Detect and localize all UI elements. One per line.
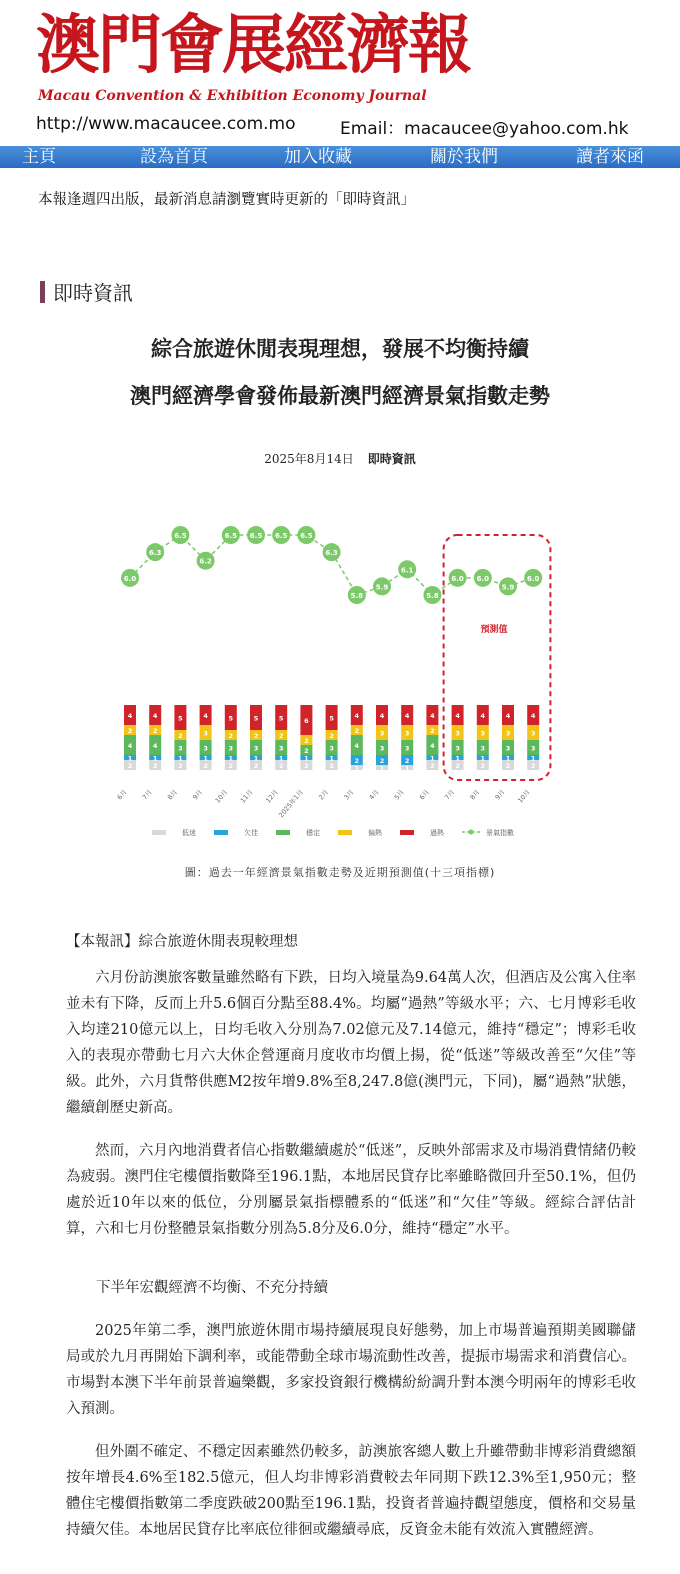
bar-segment-label: 3 xyxy=(455,744,460,753)
legend-swatch xyxy=(400,830,414,835)
bar-segment-label: 3 xyxy=(253,744,259,753)
index-point-label: 5.9 xyxy=(501,583,515,592)
x-tick-label: 5月 xyxy=(392,788,406,802)
nav-bar xyxy=(0,146,680,168)
index-point-label: 6.3 xyxy=(325,549,338,558)
bar-segment-label: 2 xyxy=(127,762,133,770)
nav-home[interactable]: 主頁 xyxy=(22,147,56,167)
index-point-label: 6.0 xyxy=(123,574,137,583)
bar-segment-label: 4 xyxy=(404,712,410,720)
site-url[interactable]: http://www.macaucee.com.mo xyxy=(36,114,296,134)
bar-segment-label: 3 xyxy=(379,729,385,738)
bar-segment-label: 1 xyxy=(178,754,183,763)
bar-segment-label: 5 xyxy=(278,714,284,723)
bar-segment-label: 3 xyxy=(228,744,234,753)
article-date: 2025年8月14日 xyxy=(264,452,354,466)
index-point-label: 6.0 xyxy=(451,574,464,583)
legend-label: 低迷 xyxy=(182,829,196,837)
article-body-2 xyxy=(66,1318,636,1543)
bar-segment-label: 2 xyxy=(178,762,183,770)
article-body-1 xyxy=(66,965,636,1242)
bar-segment-label: 2 xyxy=(480,762,486,770)
paragraph: 但外圍不確定、不穩定因素雖然仍較多，訪澳旅客總人數上升雖帶動非博彩消費總額按年增長4.6%至182.5億元，但人均非博彩消費較去年同期下跌12.3%至1,950元；整體住宅樓價指數第二季度跌破200點至196.1點，投資者普遍持觀望態度，價格和交易量持續欠佳。本地居民貸存比率底位徘徊或繼續尋底，反資金未能有效流入實體經濟。 xyxy=(66,1444,636,1538)
index-point-label: 6.0 xyxy=(526,574,540,583)
bar-segment-label: 2 xyxy=(505,762,511,770)
x-tick-label: 4月 xyxy=(367,788,381,802)
dateline xyxy=(0,450,680,467)
bar-segment-label: 5 xyxy=(228,714,234,723)
bar-segment-label: 3 xyxy=(404,744,410,753)
bar-segment-label: 1 xyxy=(354,764,360,773)
legend-label: 過熱 xyxy=(430,829,444,837)
bar-segment-label: 1 xyxy=(404,764,410,773)
legend-swatch xyxy=(152,830,166,835)
bar-segment-label: 2 xyxy=(354,727,360,735)
legend-label: 景氣指數 xyxy=(486,829,514,837)
article-lead: 【本報訊】綜合旅遊休閒表現較理想 xyxy=(66,934,298,950)
bar-segment-label: 2 xyxy=(304,737,309,745)
bar-segment-label: 2 xyxy=(430,727,435,735)
bar-segment-label: 5 xyxy=(178,714,183,723)
bar-segment-label: 4 xyxy=(127,742,133,750)
x-tick-label: 2025年1月 xyxy=(277,788,305,820)
x-tick-label: 9月 xyxy=(191,788,205,802)
article-source: 即時資訊 xyxy=(367,452,416,466)
bar-segment-label: 4 xyxy=(127,712,133,720)
x-tick-label: 12月 xyxy=(264,788,280,805)
article-title: 綜合旅遊休閒表現理想，發展不均衡持續 xyxy=(151,337,529,361)
bar-segment-label: 4 xyxy=(354,742,360,750)
x-tick-label: 6月 xyxy=(115,788,129,802)
x-tick-label: 10月 xyxy=(213,788,230,805)
legend-line-dot xyxy=(469,830,474,835)
bar-segment-label: 2 xyxy=(228,762,234,770)
bar-segment-label: 2 xyxy=(203,762,208,770)
x-tick-label: 8月 xyxy=(468,788,482,802)
paragraph: 然而，六月內地消費者信心指數繼續處於“低迷”，反映外部需求及市場消費情緒仍較為疲弱。澳門住宅樓價指數降至196.1點，本地居民貸存比率雖略微回升至50.1%，但仍處於近10年以來的低位，分別屬景氣指標體系的“低迷”和“欠佳”等級。經綜合評估計算，六和七月份整體景氣指數分別為5.8分及6.0分，維持“穩定”水平。 xyxy=(66,1143,636,1237)
bar-segment-label: 1 xyxy=(480,754,486,763)
legend-swatch xyxy=(276,830,290,835)
index-point-label: 5.8 xyxy=(426,592,439,600)
index-point-label: 6.5 xyxy=(174,532,187,540)
bar-segment-label: 3 xyxy=(480,729,486,738)
bar-segment-label: 4 xyxy=(455,712,460,720)
index-point-label: 6.5 xyxy=(300,532,313,540)
nav-add-favorite[interactable]: 加入收藏 xyxy=(284,147,352,167)
bar-segment-label: 2 xyxy=(329,732,334,740)
bar-segment-label: 2 xyxy=(354,757,360,765)
index-point-label: 6.0 xyxy=(476,574,490,583)
bar-segment-label: 3 xyxy=(278,744,284,753)
nav-set-homepage[interactable]: 設為首頁 xyxy=(140,147,208,167)
chart-caption: 圖：過去一年經濟景氣指數走勢及近期預測值(十三項指標) xyxy=(184,866,496,879)
x-tick-label: 10月 xyxy=(516,788,532,805)
bar-segment-label: 4 xyxy=(152,712,158,720)
index-point-label: 5.9 xyxy=(375,583,389,592)
x-tick-label: 3月 xyxy=(342,788,356,802)
bar-segment-label: 2 xyxy=(152,727,158,735)
bar-segment-label: 2 xyxy=(178,732,183,740)
bar-segment-label: 3 xyxy=(530,744,536,753)
index-point-label: 6.2 xyxy=(199,557,212,566)
index-point-label: 6.5 xyxy=(224,532,238,540)
bar-segment-label: 1 xyxy=(278,754,284,763)
bar-segment-label: 2 xyxy=(278,762,284,770)
bar-segment-label: 2 xyxy=(278,732,284,740)
x-tick-label: 7月 xyxy=(443,788,457,802)
contact-email[interactable]: Email：macaucee@yahoo.com.hk xyxy=(340,119,629,139)
bar-segment-label: 2 xyxy=(329,762,334,770)
bar-segment-label: 4 xyxy=(354,712,360,720)
bar-segment-label: 3 xyxy=(379,744,385,753)
logo-reflection xyxy=(40,72,420,84)
masthead xyxy=(0,0,680,150)
legend-swatch xyxy=(214,830,228,835)
bar-segment-label: 5 xyxy=(253,714,259,723)
bar-segment-label: 2 xyxy=(430,762,435,770)
bar-segment-label: 3 xyxy=(404,729,410,738)
bar-segment-label: 4 xyxy=(379,712,385,720)
bar-segment-label: 4 xyxy=(530,712,536,720)
x-tick-label: 2月 xyxy=(317,788,331,802)
bar-segment-label: 1 xyxy=(430,754,435,763)
bar-segment-label: 4 xyxy=(152,742,158,750)
bar-segment-label: 3 xyxy=(530,729,536,738)
index-point-label: 6.5 xyxy=(249,532,263,540)
bar-segment-label: 3 xyxy=(203,729,208,738)
section-title: 即時資訊 xyxy=(53,281,133,305)
section-marker xyxy=(40,281,45,303)
bar-segment-label: 1 xyxy=(329,754,334,763)
bar-segment-label: 3 xyxy=(455,729,460,738)
bar-segment-label: 1 xyxy=(304,754,309,763)
bar-segment-label: 3 xyxy=(505,744,511,753)
paragraph: 六月份訪澳旅客數量雖然略有下跌，日均入境量為9.64萬人次，但酒店及公寓入住率並未有下降，反而上升5.6個百分點至88.4%。均屬“過熱”等級水平；六、七月博彩毛收入均達210億元以上，日均毛收入分別為7.02億元及7.14億元，維持“穩定”；博彩毛收入的表現亦帶動七月六大休企營運商月度收市均價上揚，從“低迷”等級改善至“欠佳”等級。此外，六月貨幣供應M2按年增9.8%至8,247.8億(澳門元，下同)，屬“過熱”狀態，繼續創歷史新高。 xyxy=(66,970,636,1116)
bar-segment-label: 6 xyxy=(304,717,309,725)
bar-segment-label: 4 xyxy=(480,712,486,720)
article-subhead: 下半年宏觀經濟不均衡、不充分持續 xyxy=(96,1280,328,1296)
logo-subtitle: Macau Convention & Exhibition Economy Journal xyxy=(38,88,427,104)
x-tick-label: 7月 xyxy=(140,788,154,802)
nav-reader-letters[interactable]: 讀者來函 xyxy=(576,147,644,167)
bar-segment-label: 1 xyxy=(228,754,234,763)
nav-about-us[interactable]: 關於我們 xyxy=(430,147,498,167)
bar-segment-label: 1 xyxy=(530,754,536,763)
x-tick-label: 6月 xyxy=(417,788,431,802)
bar-segment-label: 2 xyxy=(253,732,259,740)
bar-segment-label: 3 xyxy=(203,744,208,753)
bar-segment-label: 1 xyxy=(152,754,158,763)
index-point-label: 6.3 xyxy=(148,549,162,558)
bar-segment-label: 5 xyxy=(329,714,334,723)
bar-segment-label: 2 xyxy=(455,762,460,770)
x-tick-label: 9月 xyxy=(493,788,507,802)
article-subtitle: 澳門經濟學會發佈最新澳門經濟景氣指數走勢 xyxy=(130,384,550,408)
legend-label: 偏熱 xyxy=(368,829,382,837)
bar-segment-label: 2 xyxy=(530,762,536,770)
bar-segment-label: 2 xyxy=(228,732,234,740)
bar-segment-label: 3 xyxy=(505,729,511,738)
legend-swatch xyxy=(338,830,352,835)
logo-title[interactable]: 澳門會展經濟報 xyxy=(36,8,470,83)
legend-label: 欠佳 xyxy=(244,829,258,837)
bar-segment-label: 1 xyxy=(505,754,511,763)
chart-svg xyxy=(112,500,582,875)
bar-segment-label: 3 xyxy=(178,744,183,753)
legend-label: 穩定 xyxy=(306,829,320,837)
bar-segment-label: 2 xyxy=(127,727,133,735)
bar-segment-label: 2 xyxy=(304,747,309,755)
bar-segment-label: 2 xyxy=(379,757,385,765)
bar-segment-label: 2 xyxy=(152,762,158,770)
bar-segment-label: 2 xyxy=(253,762,259,770)
index-point-label: 6.1 xyxy=(400,566,414,575)
economic-index-chart xyxy=(112,500,582,875)
bar-segment-label: 1 xyxy=(379,764,385,773)
bar-segment-label: 1 xyxy=(127,754,133,763)
bar-segment-label: 2 xyxy=(404,757,410,765)
paragraph: 2025年第二季，澳門旅遊休閒市場持續展現良好態勢，加上市場普遍預期美國聯儲局或於九月再開始下調利率，或能帶動全球市場流動性改善，提振市場需求和消費信心。市場對本澳下半年前景普遍樂觀，多家投資銀行機構紛紛調升對本澳今明兩年的博彩毛收入預測。 xyxy=(66,1323,636,1417)
forecast-label: 預測值 xyxy=(480,625,508,635)
bar-segment-label: 4 xyxy=(203,712,208,720)
index-point-label: 5.8 xyxy=(350,592,364,600)
bar-segment-label: 3 xyxy=(329,744,334,753)
x-tick-label: 8月 xyxy=(165,788,179,802)
index-point-label: 6.5 xyxy=(274,532,288,540)
bar-segment-label: 4 xyxy=(430,742,435,750)
bar-segment-label: 1 xyxy=(455,754,460,763)
bar-segment-label: 2 xyxy=(304,762,309,770)
bar-segment-label: 4 xyxy=(505,712,511,720)
bar-segment-label: 4 xyxy=(430,712,435,720)
bar-segment-label: 3 xyxy=(480,744,486,753)
section-header xyxy=(40,277,133,306)
x-tick-label: 11月 xyxy=(238,788,255,805)
bar-segment-label: 1 xyxy=(203,754,208,763)
bar-segment-label: 1 xyxy=(253,754,259,763)
publication-notice: 本報逢週四出版，最新消息請瀏覽實時更新的「即時資訊」 xyxy=(38,192,415,208)
